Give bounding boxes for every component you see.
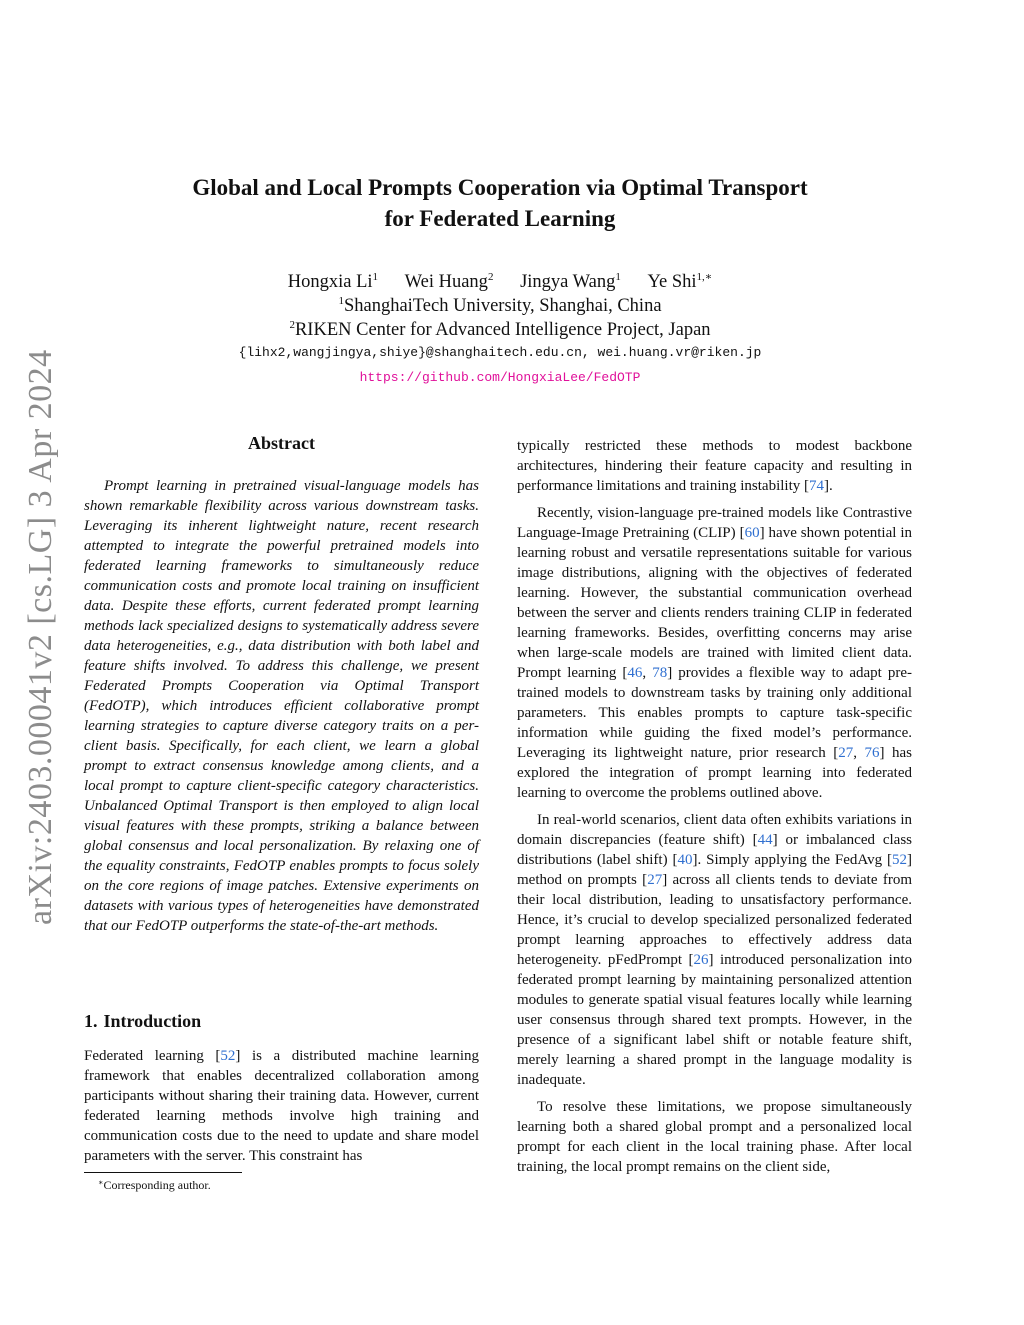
footnote: ∗Corresponding author. xyxy=(98,1178,211,1192)
author-emails: {lihx2,wangjingya,shiye}@shanghaitech.edu.cn, wei.huang.vr@riken.jp xyxy=(238,345,762,360)
author-1: Hongxia Li$^1$ xyxy=(287,271,379,292)
paragraph-clip: Recently, vision-language pre-trained models like Contrastive Language-Image Pretraining (CLIP) [60] have shown potential in learning robust and versatile representations suitable for various image distributions, aligning with the objectives of federated learning. However, the substantial communication overhead between the server and clients renders training CLIP in federated learning frameworks. Besides, overfitting concerns may arise when large-scale models are trained with limited client data. Prompt learning [46, 78] provides a flexible way to adapt pre-trained models to downstream tasks by training only additional parameters. This enables prompts to capture task-specific information while guiding the fixed model’s performance. Leveraging its lightweight nature, prior research [27, 76] has explored the integration of prompt learning into federated learning to overcome the problems outlined above. xyxy=(517,505,913,801)
citation-link[interactable]: 26 xyxy=(693,952,709,968)
citation-link[interactable]: 60 xyxy=(744,525,760,541)
author-2: Wei Huang$^2$ xyxy=(404,271,494,292)
author-3: Jingya Wang$^1$ xyxy=(520,271,621,292)
citation-link[interactable]: 46 xyxy=(627,665,643,681)
paragraph-continued: typically restricted these methods to modest backbone architectures, hindering their feature capacity and resulting in performance limitations and training instability [74]. xyxy=(517,438,912,494)
intro-paragraph-1: Federated learning [52] is a distributed machine learning framework that enables decentralized collaboration among participants without sharing their training data. However, current federated learning methods involve high training and communication costs due to the need to update and share model parameters with the server. This constraint has xyxy=(84,1048,479,1164)
citation-link[interactable]: 52 xyxy=(220,1048,236,1064)
author-4: Ye Shi$^{1,∗}$ xyxy=(647,271,713,292)
paper-title xyxy=(140,172,860,234)
paragraph-real-world: In real-world scenarios, client data often exhibits variations in domain discrepancies (feature shift) [44] or imbalanced class distributions (label shift) [40]. Simply applying the FedAvg [52] method on prompts [27] across all clients tends to deviate from their local distribution, leading to unsatisfactory performance. Hence, it’s crucial to develop specialized personalized federated prompt learning approaches to effectively address data heterogeneity. pFedPrompt [26] introduced personalization into federated prompt learning by maintaining personalized attention modules to generate spatial visual features locally while learning user consensus through shared text prompts. However, in the presence of a significant label shift or notable feature shift, merely learning a shared prompt in the language modality is inadequate. xyxy=(517,812,913,1088)
title-line-2: for Federated Learning xyxy=(384,206,616,231)
citation-link[interactable]: 76 xyxy=(864,745,880,761)
abstract-text: Prompt learning in pretrained visual-language models has shown remarkable flexibility across various downstream tasks. Leveraging its inherent lightweight nature, recent research attempted to integrate the powerful pretrained models into federated learning frameworks to simultaneously reduce communication costs and promote local training on insufficient data. Despite these efforts, current federated prompt learning methods lack specialized designs to systematically address severe data heterogeneities, e.g., data distribution with both label and feature shifts involved. To address this challenge, we present Federated Prompts Cooperation via Optimal Transport (FedOTP), which introduces efficient collaborative prompt learning strategies to capture diverse category traits on a per-client basis. Specifically, for each client, we learn a global prompt to extract consensus knowledge among clients, and a local prompt to capture client-specific category characteristics. Unbalanced Optimal Transport is then employed to align local visual features with these prompts, striking a balance between global consensus and local personalization. By relaxing one of the equality constraints, FedOTP enables prompts to focus solely on the core regions of image patches. Extensive experiments on datasets with various types of heterogeneities have demonstrated that our FedOTP outperforms the state-of-the-art methods. xyxy=(84,478,479,934)
citation-link[interactable]: 74 xyxy=(809,478,825,494)
citation-link[interactable]: 78 xyxy=(652,665,668,681)
paragraph-proposal: To resolve these limitations, we propose simultaneously learning both a shared global prompt and a personalized local prompt for each client in the local training phase. After local training, the local prompt remains on the client side, xyxy=(517,1099,912,1175)
title-line-1: Global and Local Prompts Cooperation via Optimal Transport xyxy=(192,175,808,200)
citation-link[interactable]: 52 xyxy=(892,852,908,868)
author-list xyxy=(140,270,860,294)
affiliation-2: $^2$RIKEN Center for Advanced Intelligence Project, Japan xyxy=(289,319,711,340)
citation-link[interactable]: 27 xyxy=(647,872,663,888)
citation-link[interactable]: 40 xyxy=(677,852,693,868)
right-column xyxy=(517,436,912,1184)
abstract-heading: Abstract xyxy=(248,433,315,453)
citation-link[interactable]: 44 xyxy=(757,832,773,848)
arxiv-identifier: arXiv:2403.00041v2 [cs.LG] 3 Apr 2024 xyxy=(22,349,59,925)
section-heading-introduction: 1. Introduction xyxy=(84,1011,202,1031)
code-link[interactable]: https://github.com/HongxiaLee/FedOTP xyxy=(359,370,641,385)
footnote-rule xyxy=(84,1172,242,1173)
affiliation-1: $^1$ShanghaiTech University, Shanghai, China xyxy=(338,295,662,316)
citation-link[interactable]: 27 xyxy=(838,745,854,761)
